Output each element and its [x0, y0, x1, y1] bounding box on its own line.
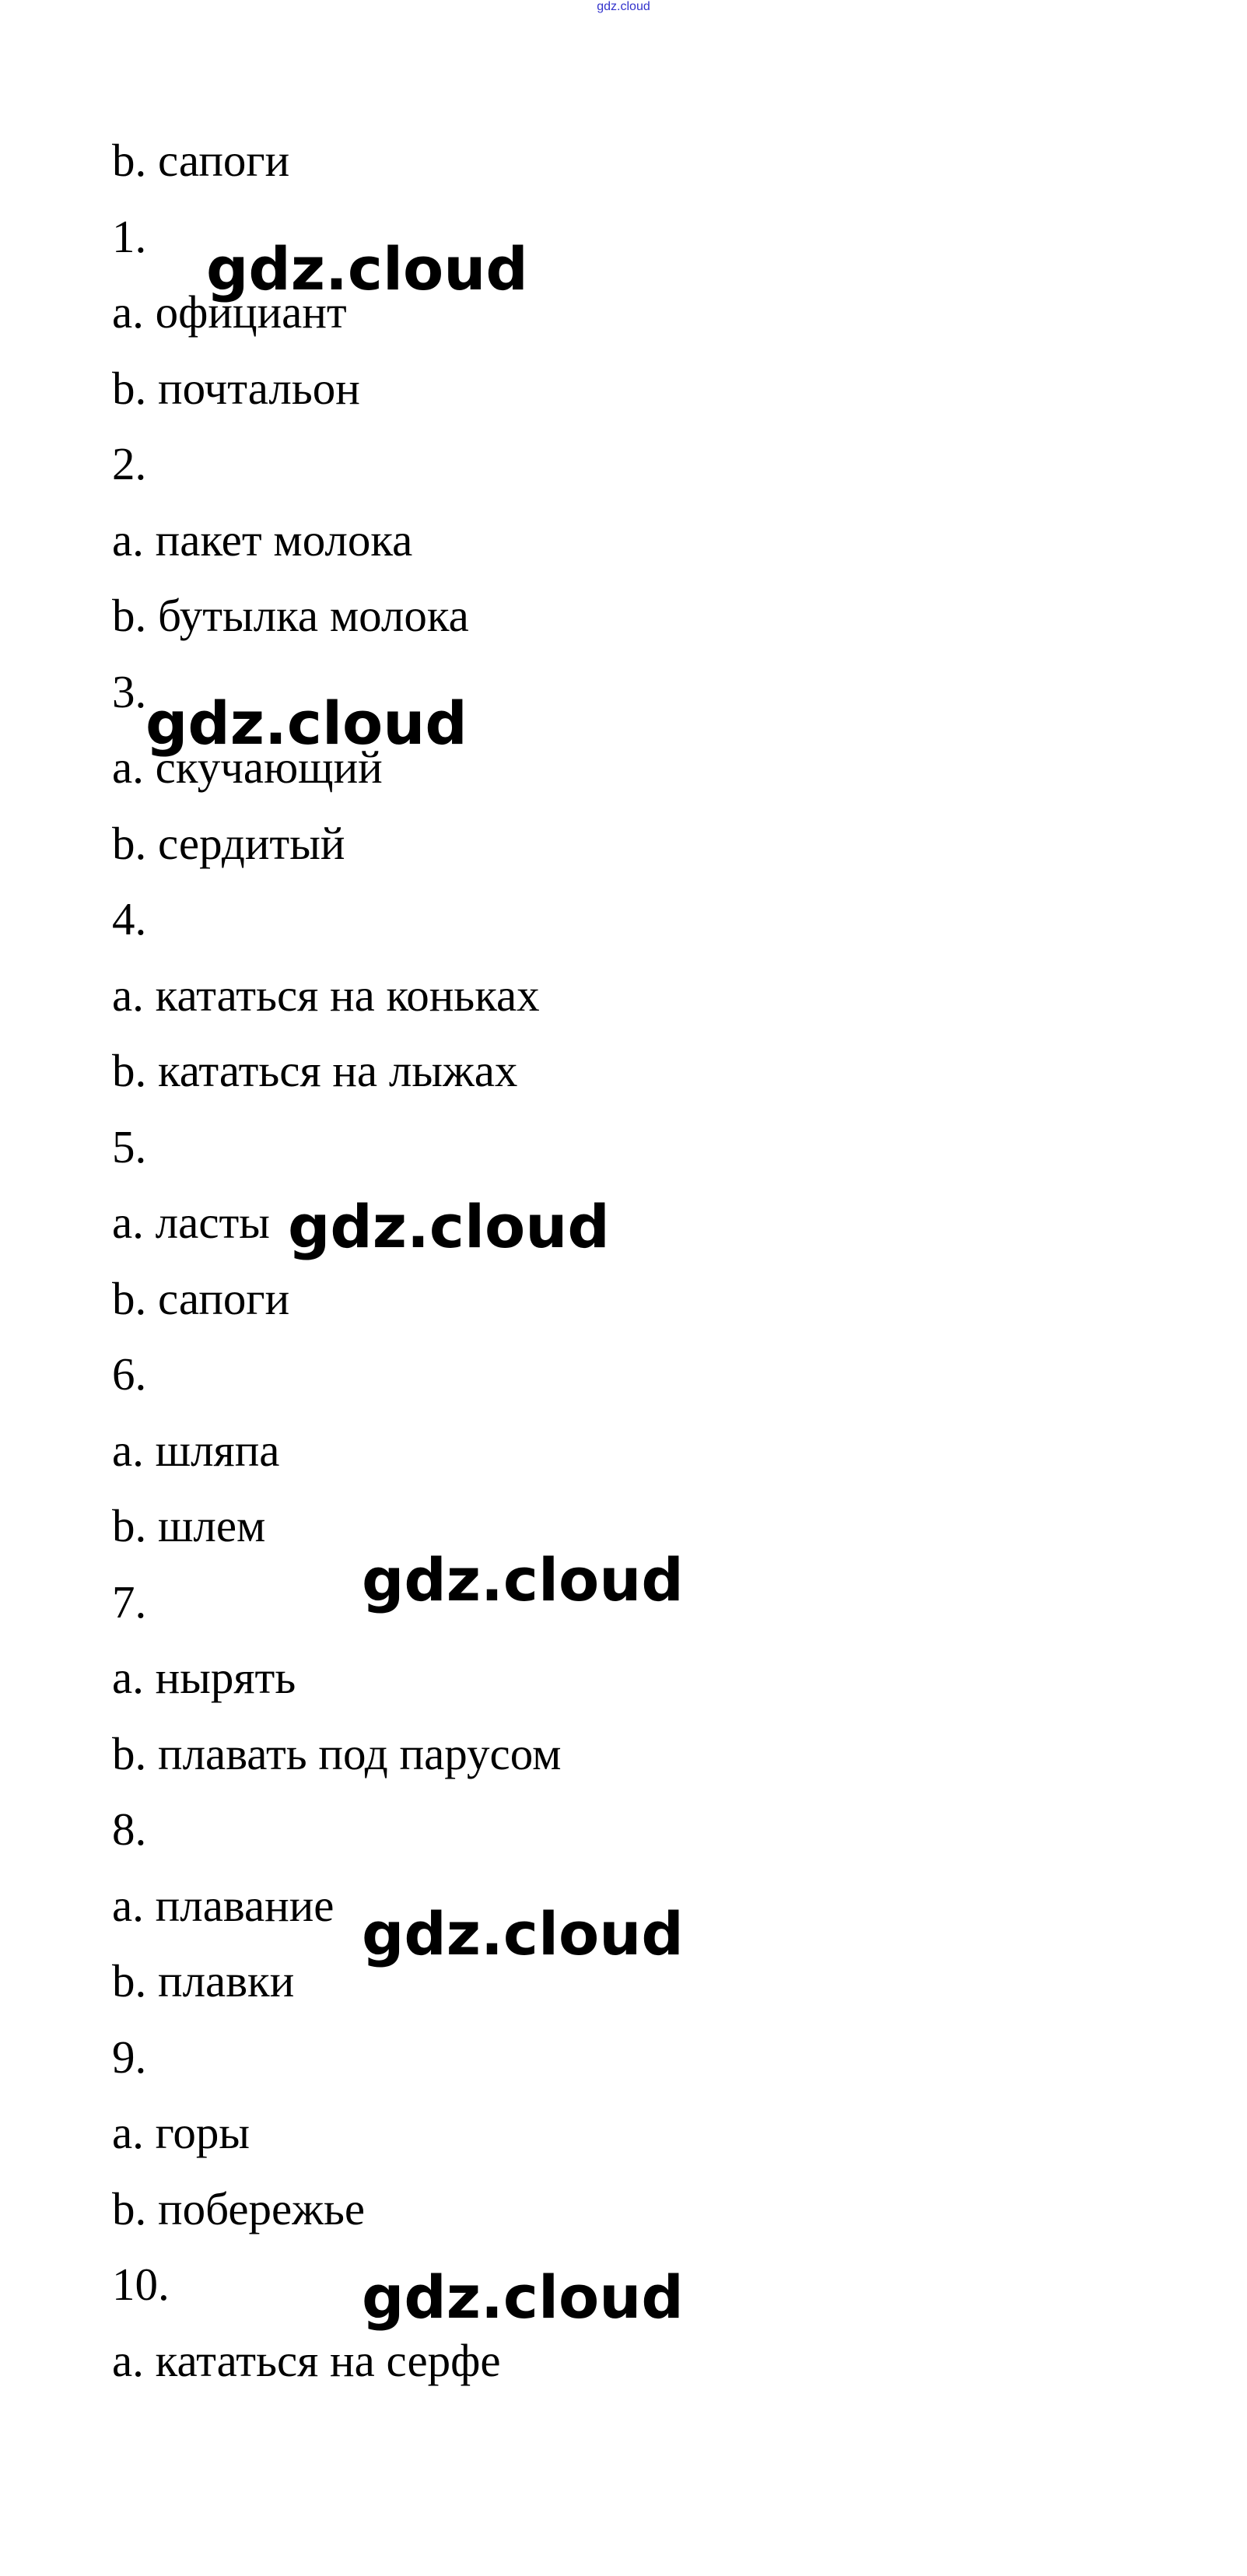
- line-item: b. сапоги: [112, 135, 290, 186]
- line-item: a. нырять: [112, 1652, 296, 1703]
- line-item: a. шляпа: [112, 1424, 280, 1476]
- line-number: 5.: [112, 1120, 147, 1172]
- line-number: 1.: [112, 210, 147, 262]
- line-number: 7.: [112, 1575, 147, 1628]
- line-item: b. плавать под парусом: [112, 1727, 562, 1779]
- line-item: b. почтальон: [112, 362, 360, 414]
- line-number: 9.: [112, 2031, 147, 2083]
- line-item: b. шлем: [112, 1500, 266, 1551]
- watermark: gdz.cloud: [362, 2262, 684, 2332]
- line-number: 3.: [112, 665, 147, 717]
- line-item: a. плавание: [112, 1879, 335, 1931]
- line-item: b. сапоги: [112, 1272, 290, 1324]
- line-item: a. скучающий: [112, 741, 383, 793]
- line-item: a. горы: [112, 2107, 250, 2158]
- line-item: a. кататься на серфе: [112, 2334, 501, 2386]
- line-number: 6.: [112, 1348, 147, 1400]
- line-item: b. кататься на лыжах: [112, 1045, 518, 1096]
- watermark: gdz.cloud: [206, 234, 528, 303]
- line-item: b. бутылка молока: [112, 590, 469, 641]
- line-item: a. кататься на коньках: [112, 969, 540, 1021]
- line-item: b. побережье: [112, 2182, 366, 2234]
- line-item: a. пакет молока: [112, 513, 413, 566]
- line-number: 8.: [112, 1803, 147, 1855]
- watermark: gdz.cloud: [362, 1899, 684, 1968]
- line-number: 4.: [112, 893, 147, 945]
- line-number: 2.: [112, 438, 147, 489]
- header-site-mark: gdz.cloud: [597, 0, 650, 13]
- line-item: a. ласты: [112, 1197, 270, 1248]
- line-item: b. сердитый: [112, 817, 345, 869]
- line-number: 10.: [112, 2259, 170, 2310]
- line-item: b. плавки: [112, 1955, 295, 2006]
- watermark: gdz.cloud: [288, 1192, 610, 1261]
- watermark: gdz.cloud: [362, 1545, 684, 1614]
- watermark: gdz.cloud: [145, 689, 468, 758]
- line-item: a. официант: [112, 286, 347, 338]
